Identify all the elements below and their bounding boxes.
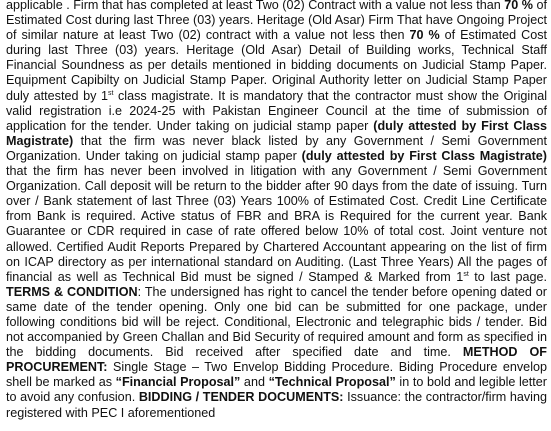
bold-run: (duly attested by First Class Magistrate) xyxy=(301,148,547,163)
tender-notice-text xyxy=(6,0,547,421)
text-run: Issuance: the contractor/firm having registered with PEC I aforementioned xyxy=(6,390,547,420)
text-run: in to bold and legible letter to avoid any confusion. xyxy=(6,375,547,405)
text-run: and xyxy=(240,375,269,390)
bold-run: (duly attested by First Class Magistrate) xyxy=(6,118,547,148)
ordinal-suffix: st xyxy=(463,270,469,278)
section-heading-terms: TERMS & CONDITION xyxy=(6,284,138,299)
bold-run: “Financial Proposal” xyxy=(115,375,241,390)
text-run: applicable . Firm that has completed at least Two (02) Contract with a value not less than xyxy=(6,0,505,12)
ordinal-suffix: st xyxy=(107,89,114,97)
text-run: : The undersigned has right to cancel the tender before opening dated or same date of the tender opening. Only one bid can be submitted for one package, under following conditions bid will be reject. Conditional, Electronic and telegraphic bids / tender. Bid not accompanied by Green Challan and Bid Security of required amount and form as specified in the bidding documents. Bid received after specified date and time. xyxy=(6,284,547,360)
text-run: that the firm was never black listed by any Government / Semi Government Organization. Under taking on judicial stamp paper xyxy=(6,133,547,163)
terms-paragraph xyxy=(6,0,547,421)
text-run: that the firm has never been involved in litigation with any Government / Semi Government Organization. Call deposit will be return to the bidder after 90 days from the date of issuing. Turn over / Bank statement of last Three (03) Years 100% of Estimated Cost. Credit Line Certificate from Bank is required. Active status of FBR and BRA is Required for the current year. Bank Guarantee or CDR required in case of rate offered below 10% of total cost. Joint venture not allowed. Certified Audit Reports Prepared by Chartered Accountant appearing on the list of firm on ICAP directory as per international standard on Auditing. (Last Three Years) All the pages of financial as well as Technical Bid must be signed / Stamped & Marked from 1 xyxy=(6,164,547,284)
text-run: Single Stage – Two Envelop Bidding Procedure. Biding Procedure envelop shell be marked as xyxy=(6,360,547,390)
bold-run: 70 % xyxy=(409,28,440,43)
text-run: of Estimated Cost during last Three (03) years. Heritage (Old Asar) Detail of Building works, Technical Staff Financial Soundness as per details mentioned in bidding documents on Judicial Stamp Paper. Equipment Capibilty on Judicial Stamp Paper. Original Authority letter on Judicial Stamp Paper duly attested by 1 xyxy=(6,28,547,103)
bold-run: 70 % xyxy=(504,0,533,12)
text-run: class magistrate. It is mandatory that the contractor must show the Original valid registration i.e 2024-25 with Pakistan Engineer Council at the time of submission of application for the tender. Under taking on judicial stamp paper xyxy=(6,88,547,133)
section-heading-procurement: METHOD OF PROCUREMENT: xyxy=(6,345,547,375)
text-run: of Estimated Cost during last Three (03) years. Heritage (Old Asar) Firm That have Ongoing Project of similar nature at least Two (02) contract with a value not less then xyxy=(6,0,547,43)
section-heading-bidding: BIDDING / TENDER DOCUMENTS: xyxy=(138,390,344,405)
text-run: to last page. xyxy=(468,269,547,284)
bold-run: “Technical Proposal” xyxy=(268,375,396,390)
